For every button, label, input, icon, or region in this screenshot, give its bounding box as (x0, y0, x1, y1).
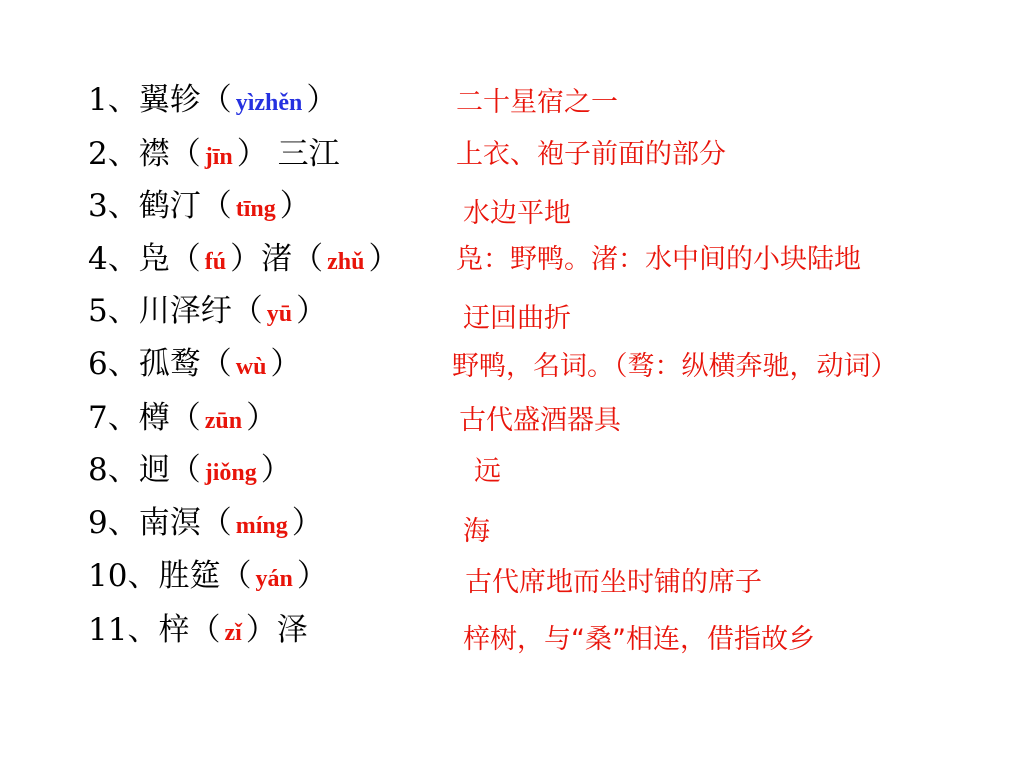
pinyin: tīng (235, 196, 276, 222)
vocab-item-11 (88, 610, 308, 653)
vocab-close: ） (291, 505, 323, 541)
vocab-word: 9、南溟（ (88, 505, 232, 541)
vocab-item-10 (88, 556, 328, 599)
vocab-item-8 (88, 450, 292, 493)
pinyin: yū (266, 301, 293, 327)
vocab-word: 5、川泽纡（ (88, 293, 263, 329)
definition-6: 野鸭，名词。（骛：纵横奔驰，动词） (452, 351, 898, 382)
vocab-word: 1、翼轸（ (88, 82, 232, 118)
definition-11: 梓树，与“桑”相连，借指故乡 (463, 624, 815, 655)
vocab-word: 11、梓（ (88, 612, 221, 648)
vocab-item-4 (88, 239, 399, 282)
vocab-word: 2、襟（ (88, 136, 201, 172)
vocab-word: 3、鹤汀（ (88, 188, 232, 224)
vocab-mid: ）渚（ (230, 241, 324, 277)
pinyin: jiǒng (204, 460, 257, 486)
vocab-close: ） (296, 293, 328, 329)
pinyin: wù (235, 354, 267, 380)
vocab-item-2 (88, 134, 340, 177)
vocab-close: ） (368, 241, 400, 277)
pinyin: zǐ (224, 620, 242, 646)
vocab-close: ） (306, 82, 338, 118)
vocab-close: ） 三江 (236, 136, 340, 172)
pinyin: yìzhěn (235, 90, 303, 116)
vocab-item-7 (88, 398, 277, 441)
vocab-close: ） (270, 346, 302, 382)
vocab-item-9 (88, 503, 323, 546)
vocab-close: ） (279, 188, 311, 224)
pinyin: míng (235, 513, 288, 539)
vocab-word: 10、胜筵（ (88, 558, 252, 594)
pinyin: zūn (204, 408, 243, 434)
definition-9: 海 (463, 516, 490, 547)
pinyin: jīn (204, 144, 233, 170)
vocab-item-5 (88, 291, 327, 334)
pinyin-2: zhǔ (327, 249, 365, 275)
vocab-word: 4、凫（ (88, 241, 201, 277)
vocab-item-3 (88, 186, 311, 229)
pinyin: yán (255, 566, 293, 592)
definition-10: 古代席地而坐时铺的席子 (465, 567, 762, 598)
vocab-word: 6、孤鹜（ (88, 346, 232, 382)
vocab-item-6 (88, 344, 301, 387)
vocab-word: 8、迥（ (88, 452, 201, 488)
vocab-close: ） (246, 400, 278, 436)
definition-8: 远 (474, 456, 501, 487)
vocab-close: ） (296, 558, 328, 594)
definition-7: 古代盛酒器具 (459, 405, 621, 436)
vocab-word: 7、樽（ (88, 400, 201, 436)
definition-2: 上衣、袍子前面的部分 (456, 139, 726, 170)
definition-1: 二十星宿之一 (456, 87, 618, 118)
vocab-close: ）泽 (245, 612, 308, 648)
vocab-close: ） (260, 452, 292, 488)
vocab-item-1 (88, 80, 337, 123)
definition-3: 水边平地 (463, 198, 571, 229)
pinyin: fú (204, 249, 227, 275)
definition-4: 凫：野鸭。渚：水中间的小块陆地 (456, 244, 861, 275)
definition-5: 迂回曲折 (463, 303, 571, 334)
